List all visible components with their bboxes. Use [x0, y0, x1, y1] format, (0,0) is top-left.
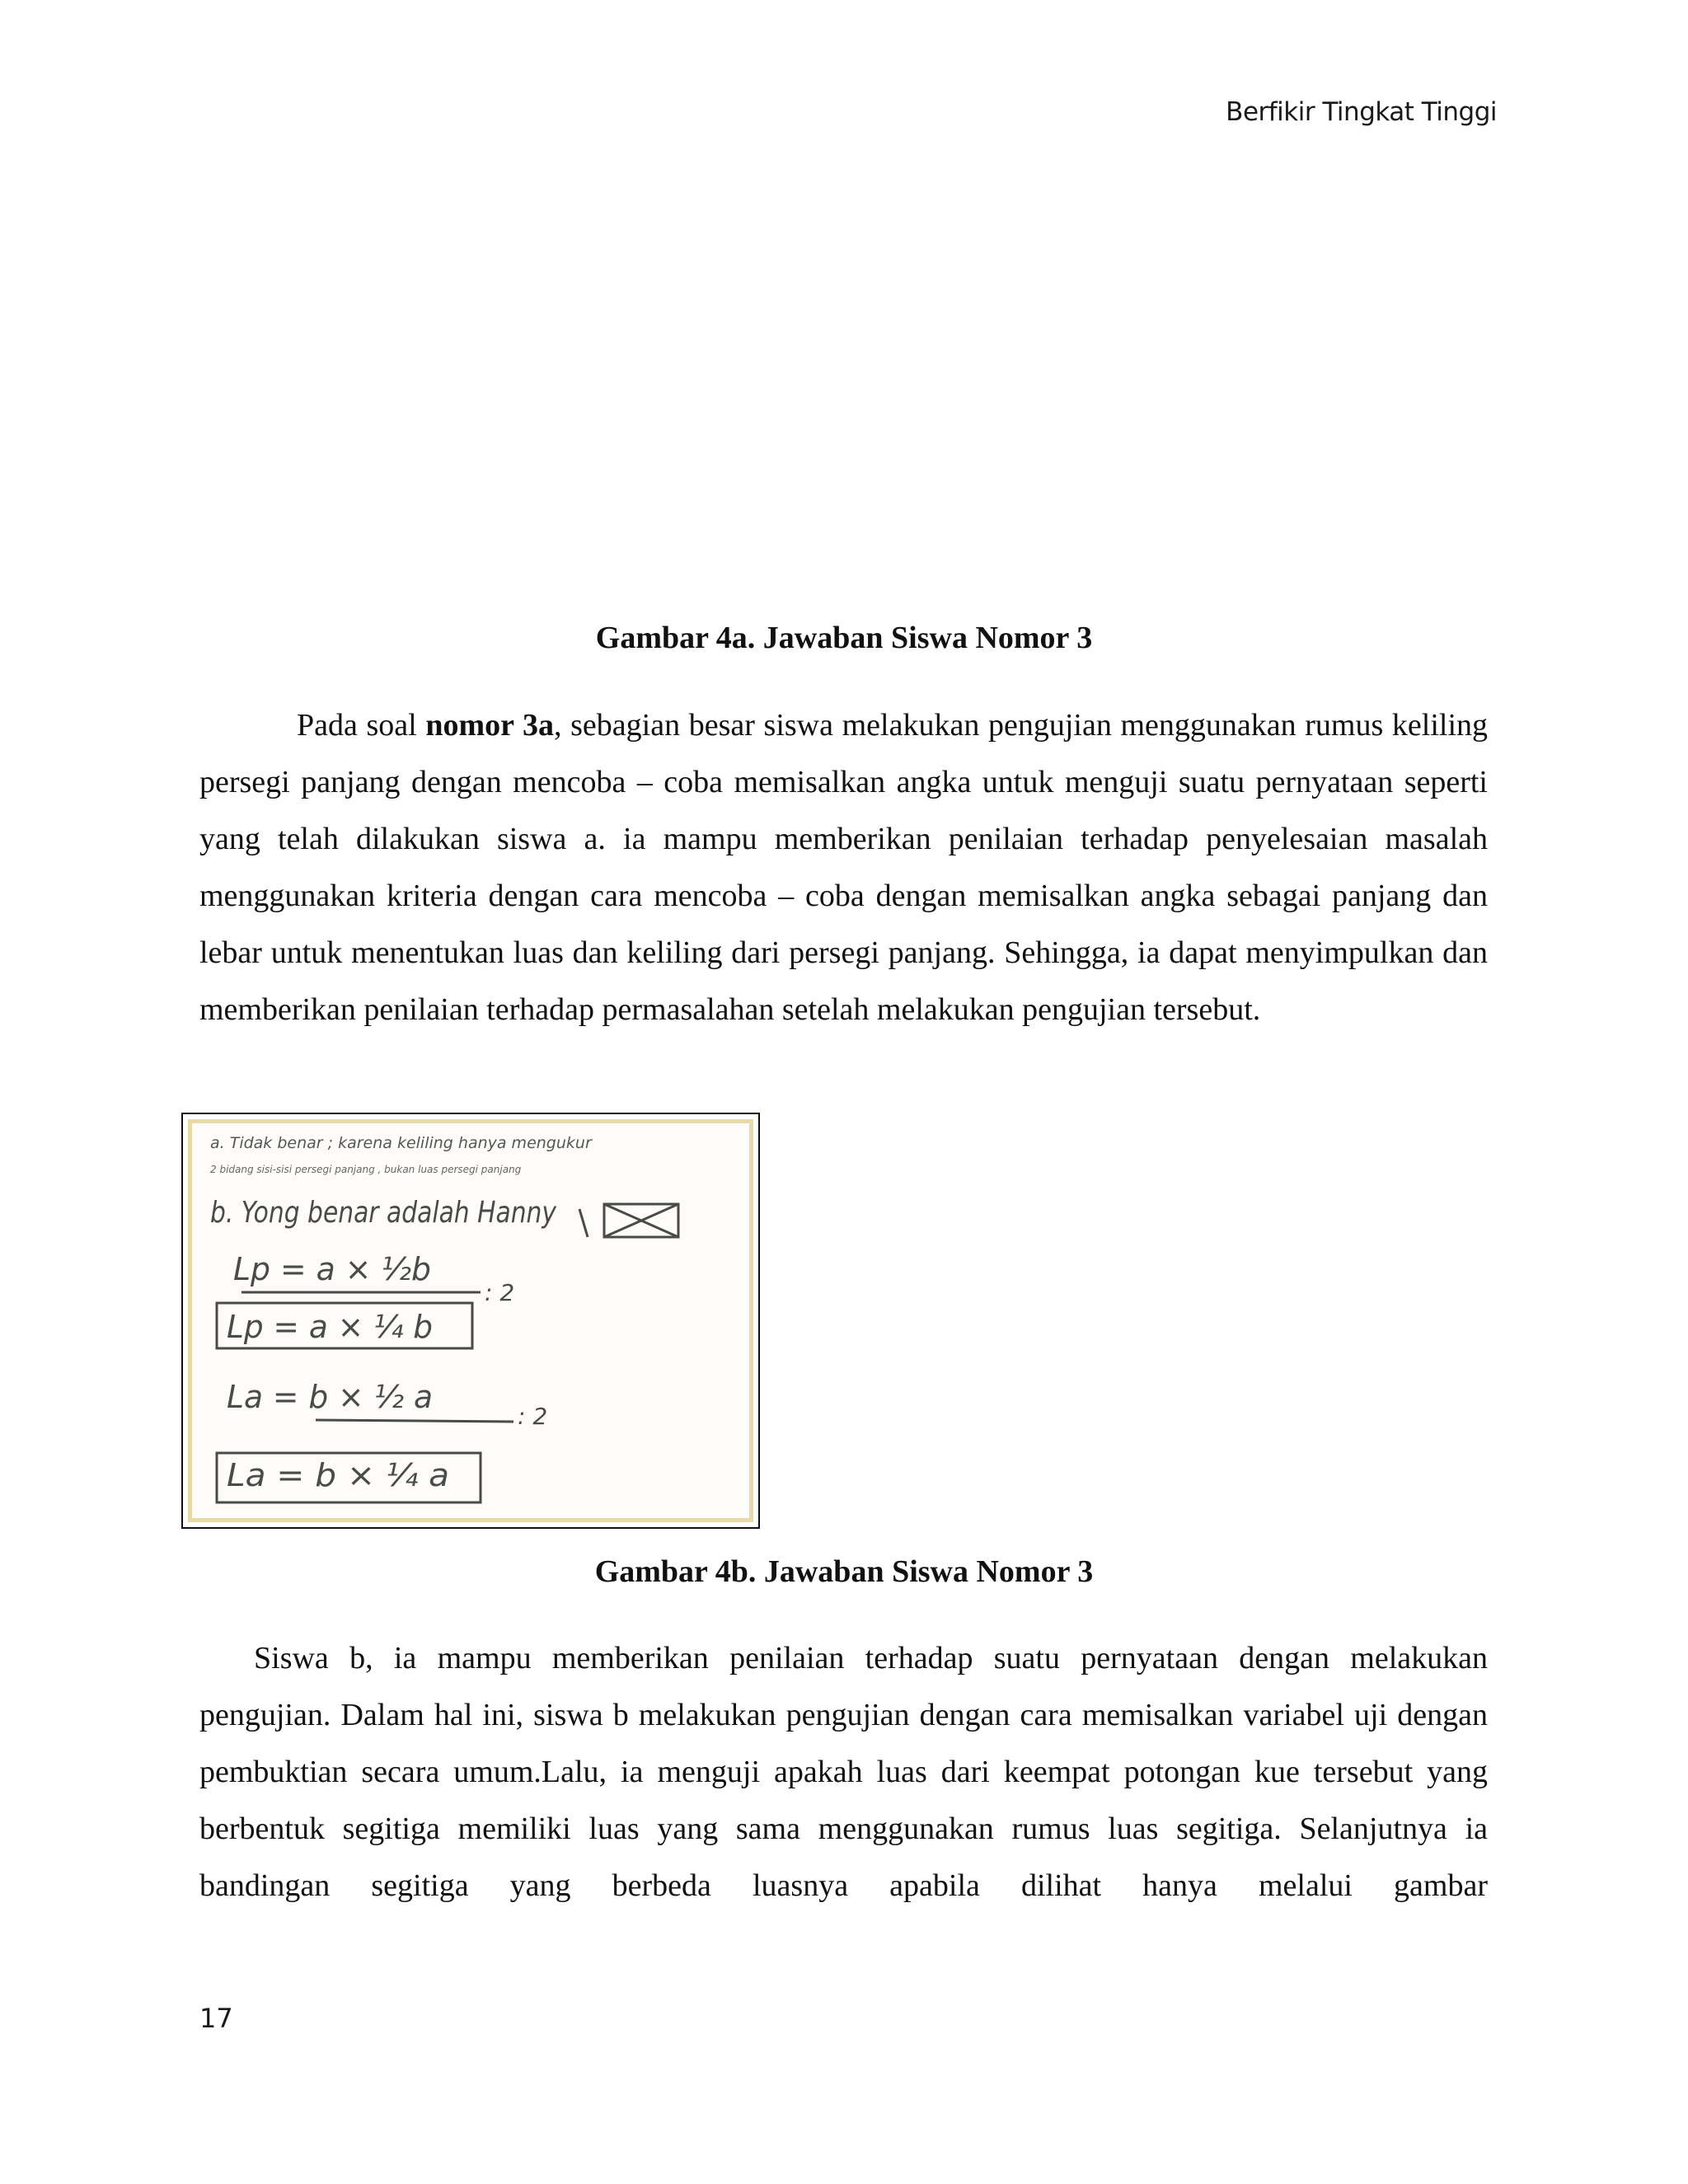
paragraph-nomor-3a	[199, 697, 1488, 1038]
paragraph-bold-term: nomor 3a	[425, 708, 554, 743]
rectangle-cross-sketch	[579, 1204, 678, 1237]
hw-eq4: La = b × ¼ a	[227, 1457, 449, 1493]
paragraph-body: , sebagian besar siswa melakukan pengujian menggunakan rumus keliling persegi panjang dengan mencoba – coba memisalkan angka untuk menguji suatu pernyataan seperti yang telah dilakukan siswa a. ia mampu memberikan penilaian terhadap penyelesaian masalah menggunakan kriteria dengan cara mencoba – coba dengan memisalkan angka sebagai panjang dan lebar untuk menentukan luas dan keliling dari persegi panjang. Sehingga, ia dapat menyimpulkan dan memberikan penilaian terhadap permasalahan setelah melakukan pengujian tersebut.	[199, 708, 1489, 1027]
figure-4b-caption: Gambar 4b. Jawaban Siswa Nomor 3	[594, 1554, 1094, 1589]
hw-eq2: Lp = a × ¼ b	[227, 1309, 433, 1345]
running-header: Berfikir Tingkat Tinggi	[1226, 97, 1497, 127]
hw-eq3: La = b × ½ a	[227, 1379, 433, 1415]
hw-line-a1: a. Tidak benar ; karena keliling hanya mengukur	[210, 1134, 592, 1152]
hw-div2: : 2	[518, 1403, 548, 1430]
handwritten-answer	[192, 1123, 751, 1520]
page-number: 17	[199, 2003, 233, 2034]
student-answer-paper	[188, 1119, 753, 1522]
paragraph-prefix: Pada soal	[297, 708, 426, 743]
hw-div1: : 2	[485, 1279, 515, 1306]
hw-line-a2: 2 bidang sisi-sisi persegi panjang , bukan luas persegi panjang	[210, 1164, 522, 1175]
paragraph-siswa-b: Siswa b, ia mampu memberikan penilaian terhadap suatu pernyataan dengan melakukan pengujian. Dalam hal ini, siswa b melakukan pengujian dengan cara memisalkan variabel uji dengan pembuktian secara umum.Lalu, ia menguji apakah luas dari keempat potongan kue tersebut yang berbentuk segitiga memiliki luas yang sama menggunakan rumus luas segitiga. Selanjutnya ia bandingan segitiga yang berbeda luasnya apabila dilihat hanya melalui gambar	[199, 1641, 1488, 1903]
figure-4a-caption: Gambar 4a. Jawaban Siswa Nomor 3	[595, 621, 1093, 655]
hw-eq1: Lp = a × ½b	[233, 1251, 431, 1287]
student-answer-image	[181, 1113, 760, 1529]
hw-line-b: b. Yong benar adalah Hanny	[210, 1196, 557, 1230]
